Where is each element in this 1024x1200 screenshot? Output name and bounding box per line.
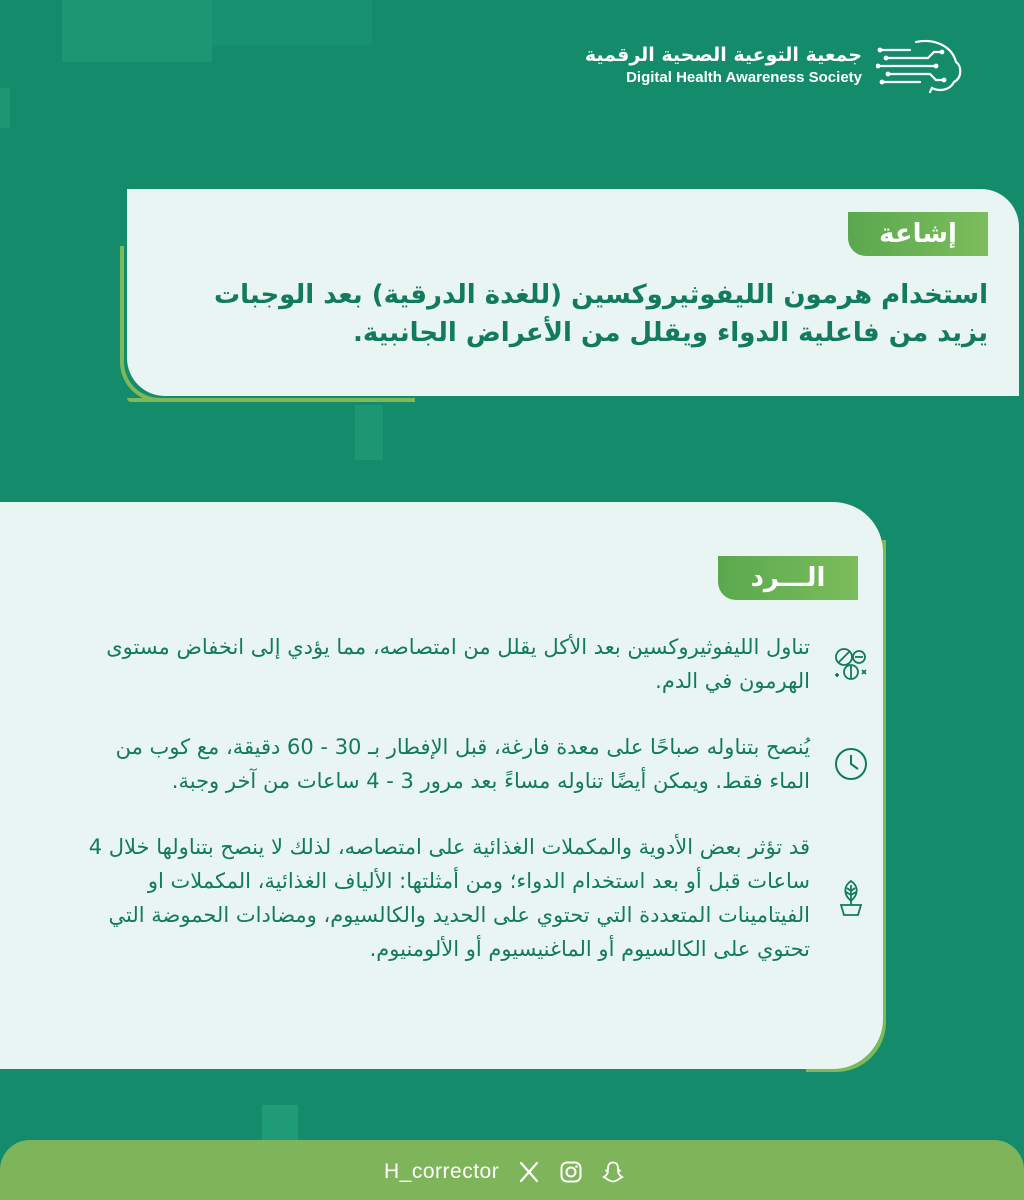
brain-circuit-icon <box>876 36 966 96</box>
clock-icon <box>832 745 870 783</box>
reply-list <box>70 630 870 998</box>
reply-item-text: تناول الليفوثيروكسين بعد الأكل يقلل من امتصاصه، مما يؤدي إلى انخفاض مستوى الهرمون في الدم. <box>106 635 810 693</box>
social-handle[interactable]: H_corrector <box>384 1160 500 1183</box>
reply-item-text: قد تؤثر بعض الأدوية والمكملات الغذائية على امتصاصه، لذلك لا ينصح بتناولها خلال 4 ساعات قبل أو بعد استخدام الدواء؛ ومن أمثلتها: الألياف الغذائية، المكملات او الفيتامينات المتعددة التي تحتوي على الحديد والكالسيوم، ومضادات الحموضة التي تحتوي على الكالسيوم أو الماغنيسيوم أو الألومنيوم. <box>88 835 810 961</box>
rumor-text: استخدام هرمون الليفوثيروكسين (للغدة الدرقية) بعد الوجبات يزيد من فاعلية الدواء ويقلل من الأعراض الجانبية. <box>213 280 988 348</box>
decor-square <box>0 88 10 128</box>
no-food-pills-icon <box>832 645 870 683</box>
decor-square <box>355 405 383 460</box>
plant-icon <box>832 879 870 917</box>
decor-square <box>212 0 372 46</box>
reply-item <box>70 830 870 966</box>
society-logo <box>585 36 966 96</box>
reply-item <box>70 730 870 798</box>
logo-arabic-name: جمعية التوعية الصحية الرقمية <box>584 44 862 66</box>
reply-label: الـــرد <box>718 556 858 600</box>
decor-square <box>62 0 212 62</box>
decor-square <box>262 1105 298 1145</box>
reply-item-text: يُنصح بتناوله صباحًا على معدة فارغة، قبل الإفطار بـ 30 - 60 دقيقة، مع كوب من الماء فقط. ويمكن أيضًا تناوله مساءً بعد مرور 3 - 4 ساعات من آخر وجبة. <box>115 735 810 793</box>
footer-social <box>384 1160 625 1184</box>
x-icon[interactable] <box>517 1160 541 1184</box>
card-accent-line <box>127 398 415 402</box>
reply-item <box>70 630 870 698</box>
rumor-label: إشاعة <box>848 212 988 256</box>
logo-text <box>585 43 862 89</box>
snapchat-icon[interactable] <box>601 1160 625 1184</box>
logo-english-name: Digital Health Awareness Society <box>626 69 862 86</box>
instagram-icon[interactable] <box>559 1160 583 1184</box>
